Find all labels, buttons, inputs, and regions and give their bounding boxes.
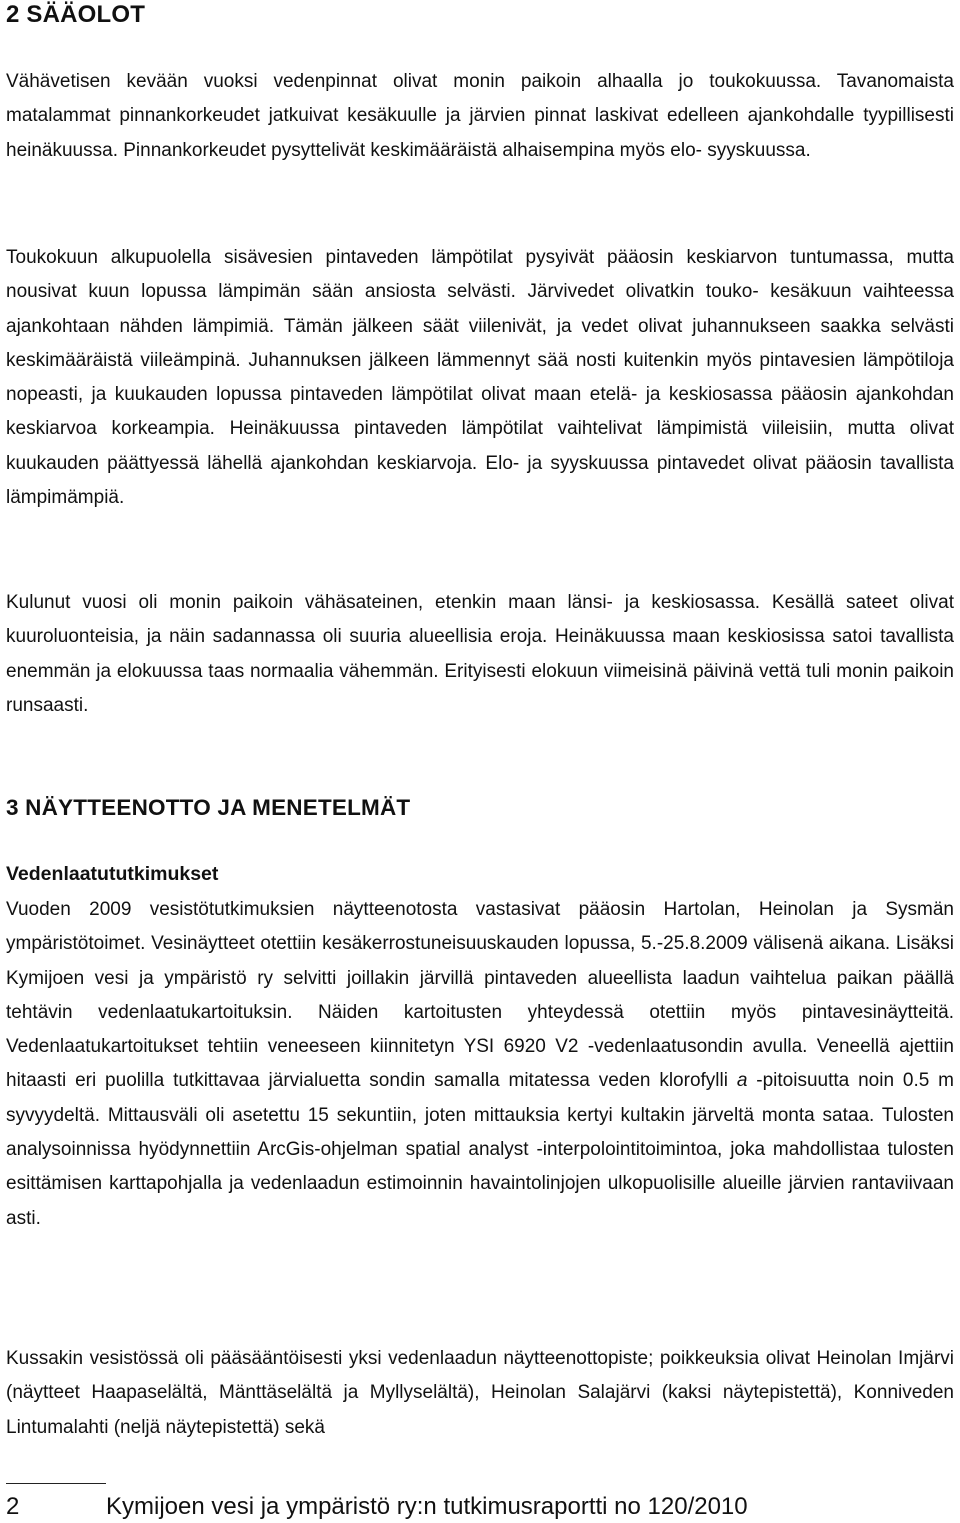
- paragraph-sampling-sites: Kussakin vesistössä oli pääsääntöisesti yksi vedenlaadun näytteenottopiste; poikkeuksia olivat Heinolan Imjärvi (näytteet Haapaselältä, Mänttäselältä ja Myllyselältä), Heinolan Salajärvi (kaksi näytepistettä), Konniveden Lintumalahti (neljä näytepistettä) sekä: [6, 1348, 954, 1438]
- paragraph-water-levels: Vähävetisen kevään vuoksi vedenpinnat olivat monin paikoin alhaalla jo toukokuussa. Tavanomaista matalammat pinnankorkeudet jatkuivat kesäkuulle ja järvien pinnat laskivat edelleen ajankohdalle tyypillisesti heinäkuussa. Pinnankorkeudet pysyttelivät keskimääräistä alhaisempina myös elo- syyskuussa.: [6, 71, 954, 161]
- section-heading-sampling-methods: 3 NÄYTTEENOTTO JA MENETELMÄT: [6, 795, 411, 820]
- section-heading-saaolot: 2 SÄÄOLOT: [6, 1, 146, 28]
- method-text-part2: -pitoisuutta noin 0.5 m syvyydeltä. Mittausväli oli asetettu 15 sekuntiin, joten mittauksia kertyi kultakin järveltä monta sataa. Tulosten analysoinnissa hyödynnettiin ArcGis-ohjelman spatial analyst -interpolointitoimintoa, joka mahdollistaa tulosten esittämisen karttapohjalla ja vedenlaadun estimoinnin havaintolinjojen ulkopuolisille alueille järvien rantaviivaan asti.: [6, 1070, 954, 1229]
- paragraph-sampling-method: [6, 893, 954, 1236]
- paragraph-water-temperatures: Toukokuun alkupuolella sisävesien pintaveden lämpötilat pysyivät pääosin keskiarvon tuntumassa, mutta nousivat kuun lopussa lämpimän sään ansiosta selvästi. Järvivedet olivatkin touko- kesäkuun vaihteessa ajankohtaan nähden lämpimiä. Tämän jälkeen säät viilenivät, ja vedet olivat juhannukseen saakka selvästi keskimääräistä viileämpinä. Juhannuksen jälkeen lämmennyt sää nosti kuitenkin myös pintavesien lämpötiloja nopeasti, ja kuukauden lopussa pintaveden lämpötilat olivat maan etelä- ja keskiosassa pääosin ajankohdan keskiarvoa korkeampia. Heinäkuussa pintaveden lämpötilat vaihtelivat lämpimistä viileisiin, mutta olivat kuukauden päättyessä lähellä ajankohdan keskiarvoja. Elo- ja syyskuussa pintavedet olivat pääosin tavallista lämpimämpiä.: [6, 247, 954, 509]
- page-footer: [6, 1493, 748, 1521]
- footer-divider: [6, 1483, 106, 1484]
- paragraph-precipitation: Kulunut vuosi oli monin paikoin vähäsateinen, etenkin maan länsi- ja keskiosassa. Kesällä sateet olivat kuuroluonteisia, ja näin sadannassa oli suuria alueellisia eroja. Heinäkuussa maan keskiosissa satoi tavallista enemmän ja elokuussa taas normaalia vähemmän. Erityisesti elokuun viimeisinä päivinä vettä tuli monin paikoin runsaasti.: [6, 592, 954, 716]
- method-text-part1: Vuoden 2009 vesistötutkimuksien näytteenotosta vastasivat pääosin Hartolan, Heinolan ja Sysmän ympäristötoimet. Vesinäytteet otettiin kesäkerrostuneisuuskauden lopussa, 5.-25.8.2009 välisenä aikana. Lisäksi Kymijoen vesi ja ympäristö ry selvitti joillakin järvillä pintaveden alueellista laadun vaihtelua paikan päällä tehtävin vedenlaatukartoituksin. Näiden kartoitusten yhteydessä otettiin myös pintavesinäytteitä. Vedenlaatukartoitukset tehtiin veneeseen kiinnitetyn YSI 6920 V2 -vedenlaatusondin avulla. Veneellä ajettiin hitaasti eri puolilla tutkittavaa järvialuetta sondin samalla mitatessa veden klorofylli: [6, 899, 954, 1092]
- subheading-water-quality-studies: Vedenlaatututkimukset: [6, 863, 219, 885]
- page-number: 2: [6, 1493, 20, 1520]
- method-italic-a: a: [736, 1070, 748, 1092]
- publication-title: Kymijoen vesi ja ympäristö ry:n tutkimusraportti no 120/2010: [106, 1493, 748, 1520]
